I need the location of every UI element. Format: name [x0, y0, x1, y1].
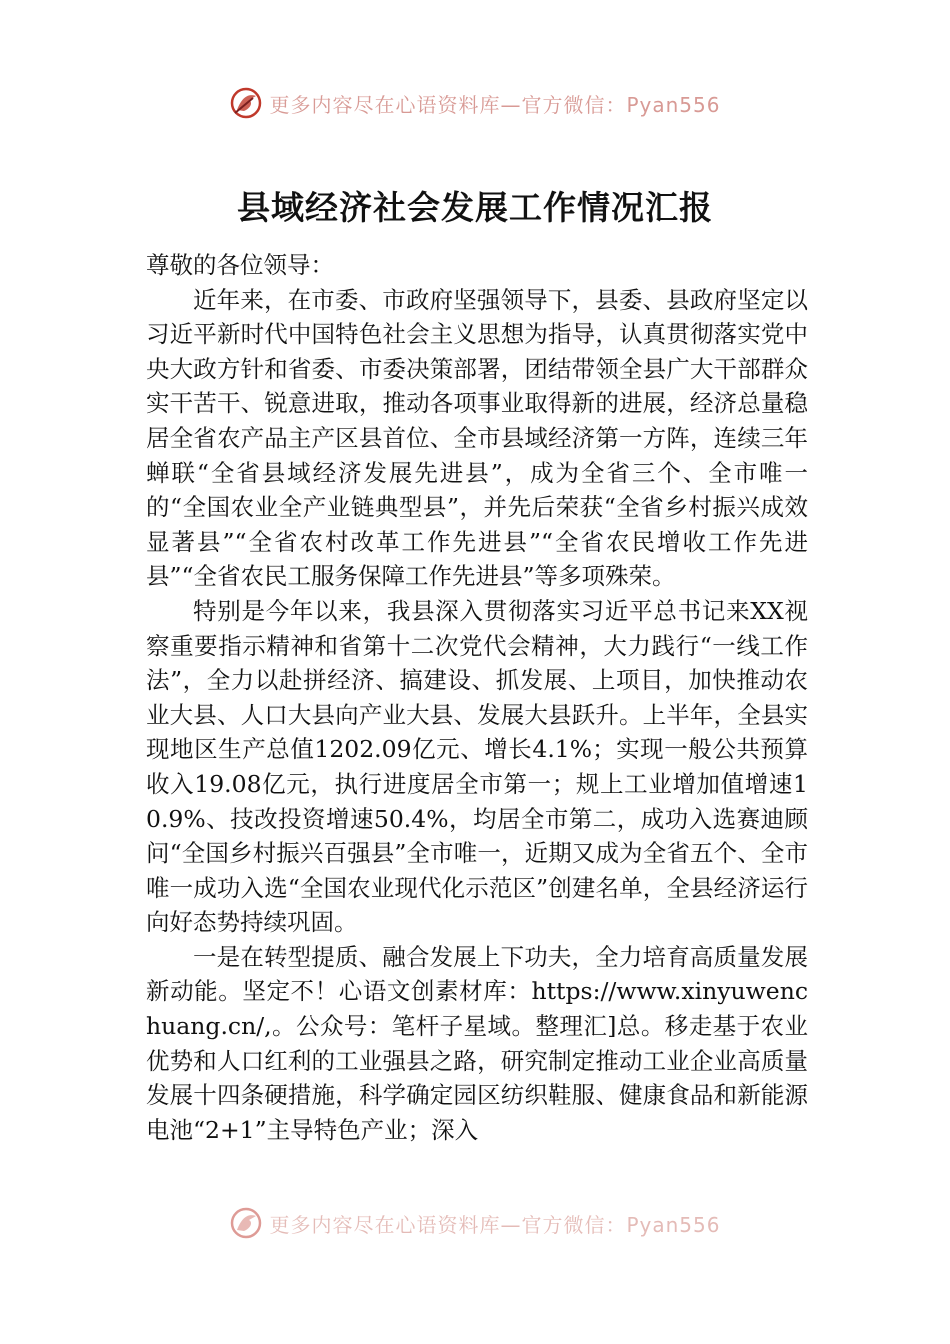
watermark-banner: [0, 83, 950, 123]
salutation: 尊敬的各位领导：: [146, 251, 334, 279]
watermark-footer: [0, 1206, 950, 1240]
seal-logo-icon: [229, 86, 263, 120]
paragraph-this-year: 特别是今年以来，我县深入贯彻落实习近平总书记来XX视察重要指示精神和省第十二次党代会精神，大力践行“一线工作法”，全力以赴拼经济、搞建设、抓发展、上项目，加快推动农业大县、人口大县向产业大县、发展大县跃升。上半年，全县实现地区生产总值1202.09亿元、增长4.1%；实现一般公共预算收入19.08亿元，执行进度居全市第一；规上工业增加值增速10.9%、技改投资增速50.4%，均居全市第二，成功入选赛迪顾问“全国乡村振兴百强县”全市唯一，近期又成为全省五个、全市唯一成功入选“全国农业现代化示范区”创建名单，全县经济运行向好态势持续巩固。: [146, 596, 808, 937]
document-title: 县域经济社会发展工作情况汇报: [237, 188, 713, 227]
watermark-text: 更多内容尽在心语资料库—官方微信：Pyan556: [269, 92, 721, 117]
document-body: [146, 248, 808, 1147]
seal-logo-icon: [229, 1206, 263, 1240]
watermark-footer-text: 更多内容尽在心语资料库—官方微信：Pyan556: [269, 1212, 721, 1237]
paragraph-overview: 近年来，在市委、市政府坚强领导下，县委、县政府坚定以习近平新时代中国特色社会主义思想为指导，认真贯彻落实党中央大政方针和省委、市委决策部署，团结带领全县广大干部群众实干苦干、锐意进取，推动各项事业取得新的进展，经济总量稳居全省农产品主产区县首位、全市县域经济第一方阵，连续三年蝉联“全省县域经济发展先进县”，成为全省三个、全市唯一的“全国农业全产业链典型县”，并先后荣获“全省乡村振兴成效显著县”“全省农村改革工作先进县”“全省农民增收工作先进县”“全省农民工服务保障工作先进县”等多项殊荣。: [146, 285, 808, 591]
paragraph-transformation: 一是在转型提质、融合发展上下功夫，全力培育高质量发展新动能。坚定不！心语文创素材库：https://www.xinyuwenchuang.cn/,。公众号：笔杆子星域。整理汇]总。移走基于农业优势和人口红利的工业强县之路，研究制定推动工业企业高质量发展十四条硬措施，科学确定园区纺织鞋服、健康食品和新能源电池“2+1”主导特色产业；深入: [146, 942, 808, 1144]
